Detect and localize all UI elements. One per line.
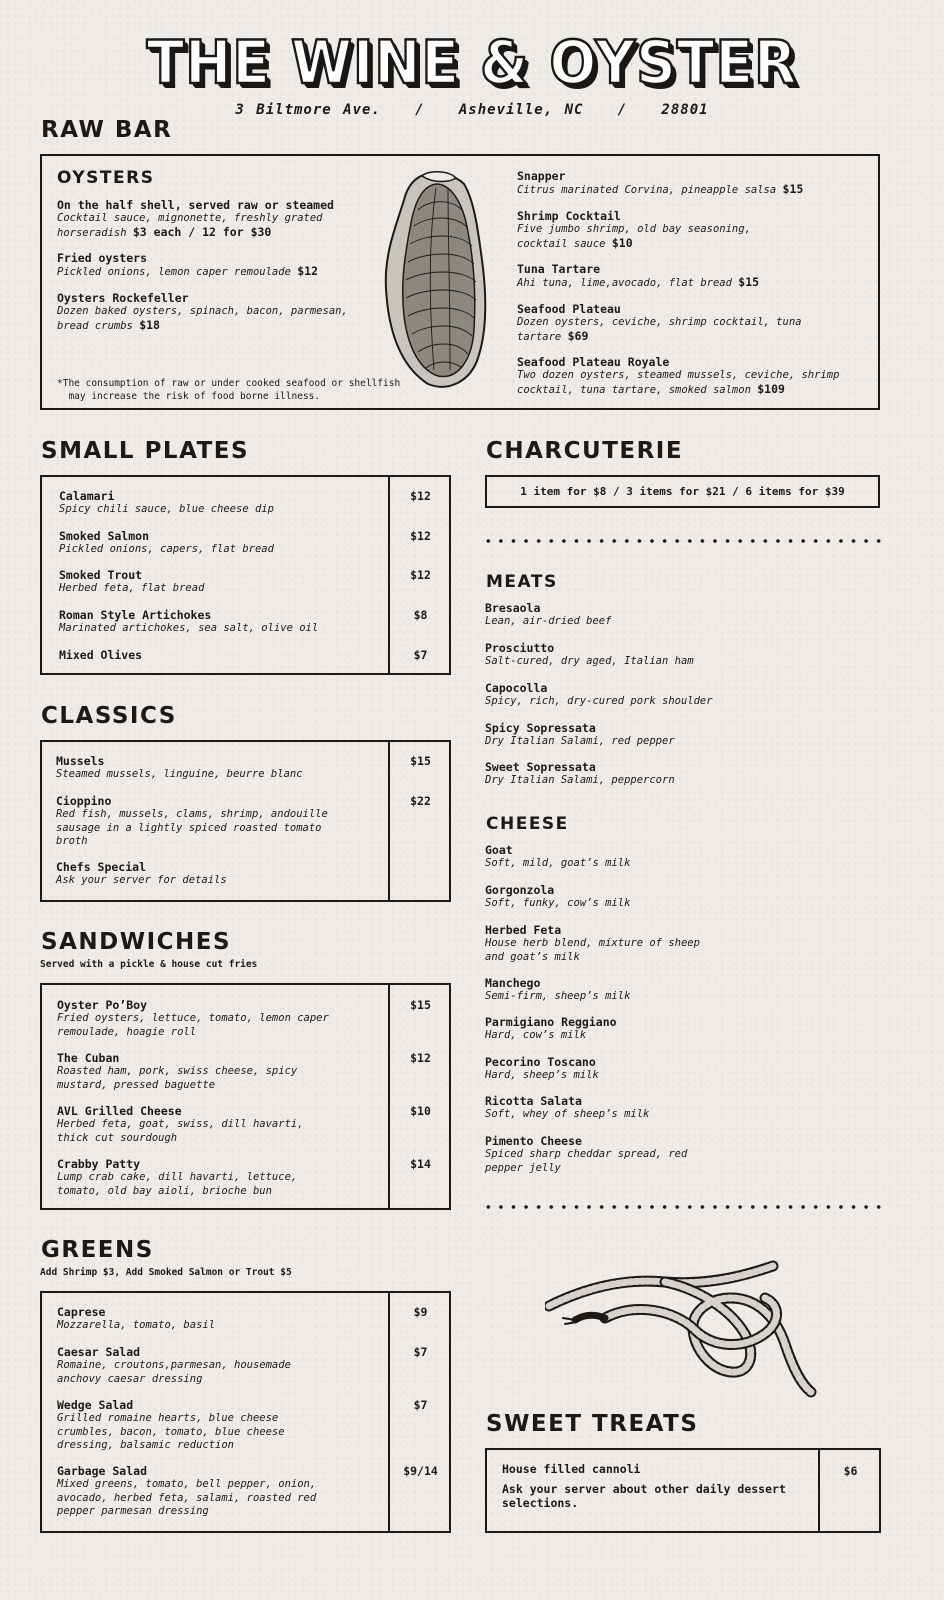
item-description: Pickled onions, lemon caper remoulade $12 [57, 264, 319, 278]
section-title-classics: CLASSICS [41, 703, 177, 729]
menu-item [57, 198, 377, 240]
item-description: Marinated artichokes, sea salt, olive oil [59, 622, 319, 634]
menu-item [57, 1305, 357, 1333]
item-name: Oyster Po’Boy [57, 998, 148, 1012]
item-price: $18 [139, 317, 160, 332]
menu-item [59, 608, 379, 636]
item-description: Soft, whey of sheep’s milk [485, 1108, 650, 1120]
item-name: Gorgonzola [485, 883, 555, 897]
item-name: Manchego [485, 976, 541, 990]
item-name: Cioppino [56, 794, 112, 808]
item-price: $9 [413, 1305, 428, 1319]
item-price: $15 [410, 998, 431, 1012]
item-name: Herbed Feta [485, 923, 562, 937]
item-description: Dry Italian Salami, red pepper [485, 735, 675, 747]
section-note: Served with a pickle & house cut fries [40, 959, 258, 970]
item-description: Steamed mussels, linguine, beurre blanc [56, 768, 303, 780]
menu-item [57, 1345, 297, 1386]
dotted-divider [482, 539, 884, 543]
item-description: Salt-cured, dry aged, Italian ham [485, 655, 694, 667]
item-description: Roasted ham, pork, swiss cheese, spicy mustard, pressed baguette [57, 1065, 298, 1091]
item-name: Chefs Special [56, 860, 147, 874]
item-name: Goat [485, 843, 513, 857]
menu-item [59, 568, 369, 596]
item-description: Soft, mild, goat’s milk [485, 857, 631, 869]
item-description: Mixed greens, tomato, bell pepper, onion, avocado, herbed feta, salami, roasted red pepper parmesan dressing [57, 1478, 317, 1517]
item-description: Lump crab cake, dill havarti, lettuce, tomato, old bay aioli, brioche bun [57, 1171, 298, 1197]
section-title-charcuterie: CHARCUTERIE [486, 438, 684, 464]
small-plates-box [40, 475, 451, 675]
item-description: Spiced sharp cheddar spread, red pepper jelly [485, 1148, 688, 1174]
menu-item [57, 291, 377, 333]
item-description: Citrus marinated Corvina, pineapple salsa $15 [517, 182, 804, 196]
item-price: $22 [410, 794, 431, 808]
list-item [485, 641, 875, 669]
item-name: Seafood Plateau Royale [517, 355, 670, 369]
section-title-greens: GREENS [41, 1237, 154, 1263]
oysters-subtitle: OYSTERS [57, 168, 155, 188]
item-price: $12 [297, 264, 319, 278]
item-description: Two dozen oysters, steamed mussels, ceviche, shrimp cocktail, tuna tartare, smoked salmon $109 [517, 369, 840, 396]
cheese-subtitle: CHEESE [486, 814, 569, 834]
greens-box [40, 1291, 451, 1533]
item-name: Spicy Sopressata [485, 721, 596, 735]
item-price: $9/14 [403, 1464, 438, 1478]
charcuterie-pricing: 1 item for $8 / 3 items for $21 / 6 items for $39 [520, 485, 845, 498]
item-name: Garbage Salad [57, 1464, 148, 1478]
item-description: Herbed feta, flat bread [59, 582, 205, 594]
item-description: Dry Italian Salami, peppercorn [485, 774, 675, 786]
item-description: Ahi tuna, lime,avocado, flat bread $15 [517, 275, 760, 289]
item-price: $14 [410, 1157, 431, 1171]
item-price: $6 [843, 1464, 858, 1478]
item-description: Mozzarella, tomato, basil [57, 1319, 216, 1331]
item-description: Dozen oysters, ceviche, shrimp cocktail, tuna tartare $69 [517, 316, 802, 343]
item-name: Mixed Olives [59, 648, 143, 662]
item-description: Ask your server for details [56, 874, 227, 886]
item-description: Dozen baked oysters, spinach, bacon, parmesan, bread crumbs $18 [57, 305, 348, 332]
item-name: Caesar Salad [57, 1345, 141, 1359]
item-name: Pimento Cheese [485, 1134, 582, 1148]
list-item [485, 843, 875, 871]
menu-item [517, 302, 807, 344]
item-name: Sweet Sopressata [485, 760, 596, 774]
section-note: Add Shrimp $3, Add Smoked Salmon or Trout $5 [40, 1267, 292, 1278]
item-name: Mussels [56, 754, 105, 768]
item-price: $7 [413, 648, 428, 662]
list-item [485, 976, 875, 1004]
menu-item [56, 754, 376, 782]
item-price: $15 [782, 182, 804, 196]
dotted-divider [482, 1205, 884, 1209]
item-description: Cocktail sauce, mignonette, freshly grated horseradish $3 each / 12 for $30 [57, 212, 323, 239]
list-item [485, 601, 875, 629]
menu-item [57, 1398, 312, 1453]
item-description: Grilled romaine hearts, blue cheese crumbles, bacon, tomato, blue cheese dressing, balsamic reduction [57, 1412, 285, 1451]
list-item [485, 883, 875, 911]
restaurant-name: THE WINE & OYSTER [146, 28, 798, 98]
item-price: $69 [567, 328, 589, 343]
menu-item [517, 169, 862, 198]
menu-item [57, 251, 377, 280]
item-price: $12 [410, 489, 431, 503]
item-name: Smoked Salmon [59, 529, 150, 543]
meats-subtitle: MEATS [486, 572, 558, 592]
list-item [485, 760, 875, 788]
item-description: Spicy chili sauce, blue cheese dip [59, 503, 274, 515]
item-name: Prosciutto [485, 641, 555, 655]
item-description: Hard, cow’s milk [485, 1029, 587, 1041]
menu-item [502, 1462, 802, 1510]
item-name: Bresaola [485, 601, 541, 615]
item-description: Romaine, croutons,parmesan, housemade anchovy caesar dressing [57, 1359, 291, 1385]
item-name: Crabby Patty [57, 1157, 141, 1171]
oyster-illustration-icon [378, 170, 492, 392]
classics-box [40, 740, 451, 902]
menu-item [517, 262, 862, 291]
item-description: Herbed feta, goat, swiss, dill havarti, thick cut sourdough [57, 1118, 304, 1144]
menu-item [59, 529, 369, 557]
menu-item [57, 998, 362, 1039]
item-name: Calamari [59, 489, 115, 503]
raw-food-disclaimer: *The consumption of raw or under cooked seafood or shellfish may increase the risk of food borne illness. [57, 378, 401, 402]
item-price: $109 [757, 381, 785, 396]
list-item [485, 1055, 875, 1083]
price-column-divider [388, 1293, 390, 1531]
item-price: $7 [413, 1345, 428, 1359]
section-title-sweet-treats: SWEET TREATS [486, 1411, 699, 1437]
item-name: Snapper [517, 169, 566, 183]
item-price: $12 [410, 568, 431, 582]
item-name: Wedge Salad [57, 1398, 134, 1412]
menu-item [57, 1104, 332, 1145]
item-name: The Cuban [57, 1051, 120, 1065]
item-price: $3 each / 12 for $30 [132, 224, 272, 239]
list-item [485, 1015, 875, 1043]
item-price: $7 [413, 1398, 428, 1412]
charcuterie-pricing-box [485, 475, 880, 508]
item-price: $12 [410, 529, 431, 543]
dessert-note: Ask your server about other daily dessert selections. [502, 1482, 786, 1510]
item-description: Semi-firm, sheep’s milk [485, 990, 631, 1002]
item-name: Parmigiano Reggiano [485, 1015, 617, 1029]
item-name: Roman Style Artichokes [59, 608, 212, 622]
item-name: Capocolla [485, 681, 548, 695]
menu-item [517, 209, 787, 251]
item-description: Red fish, mussels, clams, shrimp, andouille sausage in a lightly spiced roasted tomato broth [56, 808, 328, 847]
raw-bar-box [40, 154, 880, 410]
section-title-raw-bar: RAW BAR [41, 117, 173, 143]
item-price: $15 [738, 275, 760, 289]
item-name: Oysters Rockefeller [57, 291, 189, 305]
list-item [485, 923, 725, 964]
menu-item [57, 1157, 327, 1198]
item-description: Hard, sheep’s milk [485, 1069, 599, 1081]
item-price: $15 [410, 754, 431, 768]
item-name: Smoked Trout [59, 568, 143, 582]
price-column-divider [388, 985, 390, 1208]
item-description: Pickled onions, capers, flat bread [59, 543, 274, 555]
sandwiches-box [40, 983, 451, 1210]
item-name: Pecorino Toscano [485, 1055, 596, 1069]
item-name: Ricotta Salata [485, 1094, 582, 1108]
item-name: On the half shell, served raw or steamed [57, 198, 334, 212]
rope-knot-illustration-icon [545, 1258, 820, 1398]
section-title-small-plates: SMALL PLATES [41, 438, 250, 464]
item-description: Spicy, rich, dry-cured pork shoulder [485, 695, 713, 707]
item-description: Lean, air-dried beef [485, 615, 612, 627]
restaurant-address: 3 Biltmore Ave. / Asheville, NC / 28801 [235, 102, 709, 118]
item-description: Fried oysters, lettuce, tomato, lemon caper remoulade, hoagie roll [57, 1012, 329, 1038]
menu-item [59, 489, 369, 517]
menu-item [59, 648, 369, 662]
item-description: Five jumbo shrimp, old bay seasoning, cocktail sauce $10 [517, 223, 751, 250]
price-column-divider [818, 1450, 820, 1531]
item-price: $12 [410, 1051, 431, 1065]
item-price: $10 [410, 1104, 431, 1118]
item-name: Tuna Tartare [517, 262, 601, 276]
item-price: $10 [611, 235, 633, 250]
list-item [485, 1094, 875, 1122]
menu-item [57, 1464, 342, 1519]
item-name: Fried oysters [57, 251, 148, 265]
item-name: Caprese [57, 1305, 106, 1319]
menu-item [57, 1051, 327, 1092]
list-item [485, 1134, 700, 1175]
menu-item [56, 860, 376, 888]
list-item [485, 681, 875, 709]
list-item [485, 721, 875, 749]
sweet-treats-box [485, 1448, 881, 1533]
section-title-sandwiches: SANDWICHES [41, 929, 232, 955]
item-name: House filled cannoli [502, 1462, 641, 1476]
item-description: Soft, funky, cow’s milk [485, 897, 631, 909]
menu-item [517, 355, 867, 397]
item-name: AVL Grilled Cheese [57, 1104, 182, 1118]
item-price: $8 [413, 608, 428, 622]
menu-item [56, 794, 356, 849]
item-name: Shrimp Cocktail [517, 209, 621, 223]
item-description: House herb blend, mixture of sheep and goat’s milk [485, 937, 700, 963]
item-name: Seafood Plateau [517, 302, 621, 316]
